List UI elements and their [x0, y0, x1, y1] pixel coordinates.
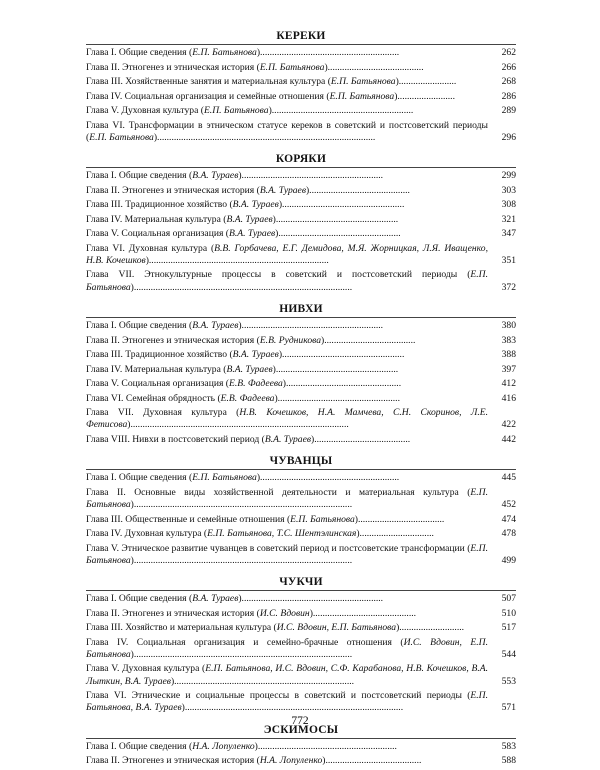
toc-entry — [86, 755, 516, 767]
toc-entry — [86, 185, 516, 197]
entry-title: Глава II. Этногенез и этническая история ( — [86, 755, 260, 767]
toc-entry — [86, 320, 516, 332]
entry-page: 544 — [501, 648, 516, 660]
toc-entry — [86, 170, 516, 182]
section-title: ЭСКИМОСЫ — [263, 723, 339, 736]
entry-leader: )................................................ — [282, 378, 402, 390]
entry-author: И.С. Вдовин, Е.П. Батьянова — [86, 636, 488, 660]
entry-title: Глава IV. Духовная культура ( — [86, 528, 208, 540]
entry-author: В.А. Тураев — [192, 320, 239, 332]
entry-text — [86, 185, 488, 197]
section-divider — [86, 738, 516, 739]
entry-text — [86, 91, 488, 103]
entry-title: Глава IV. Социальная организация и семейные отношения ( — [86, 90, 330, 102]
entry-leader: )........................................................................................... — [130, 648, 353, 660]
entry-leader: )........................................................... — [238, 320, 384, 332]
entry-page: 445 — [501, 472, 516, 484]
entry-text — [86, 378, 488, 390]
entry-text — [86, 62, 488, 74]
section-divider — [86, 317, 516, 318]
entry-text — [86, 364, 488, 376]
entry-text — [86, 349, 488, 361]
entry-title: Глава III. Хозяйственные занятия и материальная культура ( — [86, 76, 331, 87]
entry-title: Глава I. Общие сведения ( — [86, 320, 193, 332]
entry-title: Глава I. Общие сведения ( — [86, 472, 193, 484]
toc-entry — [86, 663, 516, 687]
entry-page: 583 — [501, 740, 516, 752]
entry-title: Глава V. Этническое развитие чуванцев в советский период и постсоветские трансформации ( — [86, 542, 471, 554]
toc-entry — [86, 637, 516, 661]
section-divider — [86, 44, 516, 45]
entry-leader: )........................................................................................... — [130, 281, 353, 293]
toc-entry — [86, 608, 516, 620]
page-number: 772 — [291, 715, 309, 727]
entry-leader: )........................................................................................... — [153, 131, 376, 143]
toc-entry — [86, 593, 516, 605]
entry-leader: )........................ — [394, 90, 455, 102]
entry-page: 474 — [501, 513, 516, 525]
section-title: ЧУВАНЦЫ — [269, 455, 333, 468]
entry-title: Глава V. Социальная организация ( — [86, 378, 229, 390]
entry-title: Глава III. Хозяйство и материальная культура ( — [86, 622, 277, 634]
entry-page: 588 — [501, 755, 516, 767]
entry-page: 351 — [501, 254, 516, 266]
entry-text — [86, 690, 488, 714]
entry-author: В.А. Тураев — [232, 349, 279, 361]
entry-page: 452 — [501, 499, 516, 511]
entry-text — [86, 543, 488, 567]
entry-author: Е.П. Батьянова — [86, 542, 488, 566]
entry-leader: )................................................... — [278, 199, 405, 211]
entry-author: Е.П. Батьянова — [192, 472, 257, 484]
entry-title: Глава II. Этногенез и этническая история ( — [86, 61, 260, 73]
entry-leader: ).......................................... — [305, 184, 410, 196]
entry-leader: )................................................... — [272, 363, 399, 375]
entry-title: Глава IV. Материальная культура ( — [86, 213, 227, 225]
entry-leader: ).......................................................... — [256, 47, 400, 58]
toc-entry — [86, 364, 516, 376]
entry-text — [86, 76, 488, 88]
entry-title: Глава III. Традиционное хозяйство ( — [86, 349, 233, 361]
entry-page: 478 — [501, 528, 516, 540]
toc-section — [86, 576, 516, 724]
entry-text — [86, 663, 488, 687]
entry-title: Глава VI. Семейная обрядность ( — [86, 392, 221, 404]
entry-title: Глава III. Традиционное хозяйство ( — [86, 199, 233, 211]
toc-entry — [86, 269, 516, 293]
entry-text — [86, 243, 488, 267]
entry-title: Глава VII. Духовная культура ( — [86, 407, 240, 419]
entry-author: Е.П. Батьянова — [330, 76, 396, 87]
entry-page: 571 — [501, 702, 516, 714]
entry-page: 412 — [501, 378, 516, 390]
entry-author: Е.П. Батьянова — [86, 269, 488, 293]
entry-author: Е.П. Батьянова — [329, 90, 395, 102]
entry-author: Е.П. Батьянова — [259, 61, 325, 73]
entry-leader: )........................................ — [311, 433, 411, 445]
entry-leader: )........................ — [395, 76, 457, 87]
entry-title: Глава V. Духовная культура ( — [86, 663, 206, 675]
entry-leader: )........................................................................................... — [127, 419, 349, 431]
entry-leader: )............................... — [356, 528, 434, 540]
entry-page: 266 — [501, 61, 516, 73]
entry-page: 303 — [501, 184, 516, 196]
entry-page: 499 — [501, 554, 516, 566]
entry-page: 416 — [501, 392, 516, 404]
toc-entry — [86, 199, 516, 211]
toc-entry — [86, 543, 516, 567]
entry-author: В.А. Тураев — [228, 228, 276, 240]
entry-text — [86, 335, 488, 347]
entry-text — [86, 608, 488, 620]
entry-leader: )................................................... — [272, 213, 399, 225]
entry-author: Е.П. Батьянова — [290, 513, 355, 525]
entry-text — [86, 434, 488, 446]
entry-title: Глава I. Общие сведения ( — [86, 170, 193, 182]
entry-author: Е.П. Батьянова, Т.С. Шентэлинская — [207, 528, 357, 540]
toc-entry — [86, 120, 516, 144]
entry-text — [86, 214, 488, 226]
entry-leader: )........................................ — [324, 61, 424, 73]
entry-leader: )........................................................................................... — [130, 554, 353, 566]
toc-entry — [86, 91, 516, 103]
entry-text — [86, 622, 488, 634]
entry-page: 380 — [501, 320, 516, 332]
entry-title: Глава II. Этногенез и этническая история ( — [86, 184, 260, 196]
entry-author: Е.П. Батьянова — [203, 105, 269, 116]
entry-text — [86, 269, 488, 293]
section-divider — [86, 469, 516, 470]
entry-page: 289 — [501, 105, 516, 116]
entry-author: В.А. Тураев — [259, 184, 306, 196]
entry-text — [86, 320, 488, 332]
toc-entry — [86, 378, 516, 390]
entry-page: 553 — [501, 675, 516, 687]
section-title: ЧУКЧИ — [279, 576, 323, 589]
entry-author: В.А. Тураев — [232, 199, 279, 211]
entry-page: 388 — [501, 349, 516, 361]
entry-text — [86, 170, 488, 182]
section-title: КОРЯКИ — [275, 153, 327, 166]
section-divider — [86, 167, 516, 168]
entry-title: Глава I. Общие сведения ( — [86, 593, 193, 605]
entry-author: Е.П. Батьянова — [192, 47, 257, 58]
entry-author: Е.В. Фадеева — [228, 378, 283, 390]
toc-entry — [86, 514, 516, 526]
entry-author: Н.А. Лопуленко — [259, 755, 323, 767]
entry-title: Глава IV. Материальная культура ( — [86, 363, 227, 375]
entry-author: Е.П. Батьянова — [86, 486, 488, 511]
toc-section — [86, 455, 516, 576]
entry-page: 372 — [501, 281, 516, 293]
entry-author: Е.П. Батьянова, В.А. Тураев — [86, 690, 488, 714]
toc-entry — [86, 472, 516, 484]
toc-section — [86, 30, 516, 153]
entry-title: Глава VI. Этнические и социальные процессы в советский и постсоветский периоды ( — [86, 690, 471, 702]
entry-page: 299 — [501, 170, 516, 182]
toc-entry — [86, 47, 516, 59]
toc-entry — [86, 393, 516, 405]
entry-title: Глава IV. Социальная организация и семейно-брачные отношения ( — [86, 636, 404, 648]
entry-leader: )........................................................... — [238, 593, 384, 605]
entry-author: Н.А. Лопуленко — [192, 740, 255, 752]
entry-author: И.С. Вдовин, Е.П. Батьянова — [276, 622, 397, 634]
entry-title: Глава III. Общественные и семейные отношения ( — [86, 513, 291, 525]
entry-title: Глава I. Общие сведения ( — [86, 47, 193, 58]
entry-leader: ).......................................................... — [256, 472, 400, 484]
entry-leader: )........................... — [396, 622, 465, 634]
entry-page: 442 — [501, 433, 516, 445]
toc-section — [86, 153, 516, 303]
entry-text — [86, 105, 488, 117]
entry-page: 321 — [501, 213, 516, 225]
entry-title: Глава VI. Духовная культура ( — [86, 242, 215, 254]
entry-page: 347 — [501, 228, 516, 240]
entry-title: Глава V. Духовная культура ( — [86, 105, 204, 116]
toc-entry — [86, 243, 516, 267]
entry-leader: )........................................... — [309, 607, 417, 619]
entry-page: 268 — [501, 76, 516, 87]
entry-leader: )................................................... — [274, 392, 400, 404]
entry-author: Н.В. Кочешков, Н.А. Мамчева, С.Н. Скоринов, Л.Е. Фетисова — [86, 407, 488, 431]
entry-text — [86, 120, 488, 144]
entry-author: Е.В. Фадеева — [220, 392, 275, 404]
entry-leader: )........................................................... — [238, 170, 384, 182]
entry-leader: )................................................... — [275, 228, 401, 240]
toc-entry — [86, 407, 516, 431]
entry-page: 507 — [501, 593, 516, 605]
entry-author: В.А. Тураев — [192, 593, 239, 605]
toc-entry — [86, 741, 516, 753]
entry-leader: )........................................................................... — [170, 675, 355, 687]
entry-leader: )................................................... — [278, 349, 405, 361]
entry-leader: )........................................................................................... — [181, 702, 404, 714]
entry-text — [86, 199, 488, 211]
entry-page: 308 — [501, 199, 516, 211]
entry-title: Глава VI. Трансформации в этническом статусе кереков в советский и постсоветский периоды ( — [86, 119, 488, 143]
toc-entry — [86, 105, 516, 117]
section-title: КЕРЕКИ — [276, 30, 326, 42]
section-divider — [86, 590, 516, 591]
entry-leader: )........................................................................... — [145, 254, 329, 266]
entry-page: 517 — [501, 622, 516, 634]
entry-text — [86, 393, 488, 405]
toc-entry — [86, 335, 516, 347]
entry-leader: )........................................................................................... — [130, 499, 353, 511]
entry-author: В.А. Тураев — [226, 213, 273, 225]
toc-entry — [86, 434, 516, 446]
entry-page: 383 — [501, 334, 516, 346]
toc-entry — [86, 487, 516, 511]
toc-entry — [86, 528, 516, 540]
toc-entry — [86, 690, 516, 714]
entry-leader: )........................................ — [322, 755, 422, 767]
entry-author: Е.П. Батьянова, И.С. Вдовин, С.Ф. Карабанова, Н.В. Кочешков, В.А. Лыткин, В.А. Тураев — [86, 663, 488, 687]
entry-title: Глава V. Социальная организация ( — [86, 228, 229, 240]
entry-author: И.С. Вдовин — [259, 607, 310, 619]
toc-entry — [86, 228, 516, 240]
entry-text — [86, 407, 488, 431]
entry-leader: )........................................................... — [268, 105, 414, 116]
entry-text — [86, 593, 488, 605]
entry-author: В.А. Тураев — [226, 363, 273, 375]
entry-leader: )...................................... — [321, 334, 416, 346]
toc-entry — [86, 214, 516, 226]
toc-entry — [86, 349, 516, 361]
entry-text — [86, 487, 488, 511]
entry-leader: ).......................................................... — [254, 740, 397, 752]
entry-title: Глава II. Этногенез и этническая история ( — [86, 334, 260, 346]
entry-page: 510 — [501, 607, 516, 619]
entry-page: 286 — [501, 90, 516, 102]
entry-text — [86, 528, 488, 540]
entry-page: 397 — [501, 363, 516, 375]
entry-text — [86, 755, 488, 767]
entry-page: 422 — [501, 419, 516, 431]
entry-title: Глава VIII. Нивхи в постсоветский период ( — [86, 433, 265, 445]
entry-author: Е.П. Батьянова — [89, 131, 154, 143]
entry-title: Глава II. Основные виды хозяйственной деятельности и материальная культура ( — [86, 486, 471, 498]
entry-author: В.А. Тураев — [264, 433, 312, 445]
entry-title: Глава I. Общие сведения ( — [86, 740, 193, 752]
entry-text — [86, 741, 488, 753]
entry-page: 296 — [501, 131, 516, 143]
entry-text — [86, 514, 488, 526]
table-of-contents — [86, 30, 516, 770]
toc-section — [86, 724, 516, 768]
entry-title: Глава II. Этногенез и этническая история ( — [86, 607, 260, 619]
entry-author: Е.В. Рудникова — [259, 334, 322, 346]
toc-section — [86, 303, 516, 455]
entry-author: В.В. Горбачева, Е.Г. Демидова, М.Я. Жорницкая, Л.Я. Иващенко, Н.В. Кочешков — [86, 242, 488, 266]
entry-text — [86, 47, 488, 59]
entry-leader: ).................................... — [354, 513, 445, 525]
entry-author: В.А. Тураев — [192, 170, 239, 182]
toc-entry — [86, 76, 516, 88]
entry-page: 262 — [501, 47, 516, 58]
entry-text — [86, 472, 488, 484]
entry-text — [86, 637, 488, 661]
entry-text — [86, 228, 488, 240]
toc-entry — [86, 622, 516, 634]
entry-title: Глава VII. Этнокультурные процессы в советский и постсоветский периоды ( — [86, 269, 471, 281]
section-title: НИВХИ — [279, 303, 323, 316]
toc-entry — [86, 62, 516, 74]
